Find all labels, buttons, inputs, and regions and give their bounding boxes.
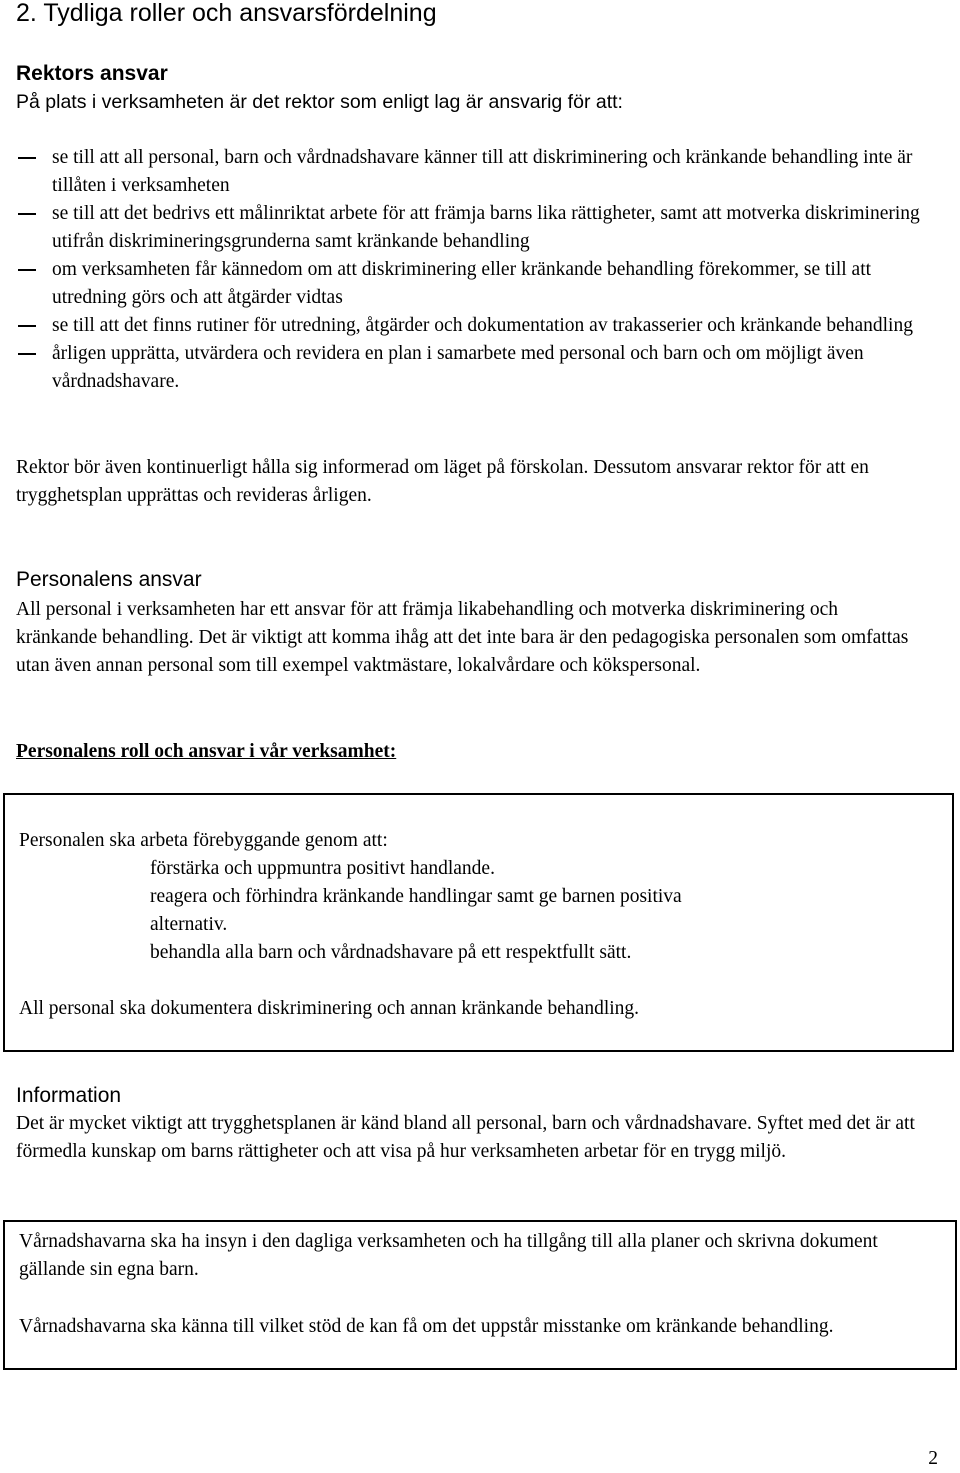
roll-heading: Personalens roll och ansvar i vår verksamhet: <box>16 741 397 762</box>
list-item-text: se till att all personal, barn och vårdnadshavare känner till att diskriminering och kränkande behandling inte är tillåten i verksamheten <box>52 147 913 196</box>
dash-bullet-icon <box>18 353 36 355</box>
personal-text: All personal i verksamheten har ett ansvar för att främja likabehandling och motverka diskriminering och kränkande behandling. Det är viktigt att komma ihåg att det inte bara är den pedagogiska personalen som omfattas utan även annan personal som till exempel vaktmästare, lokalvårdare och kökspersonal. <box>16 599 909 676</box>
guardian-paragraph-2: Vårnadshavarna ska känna till vilket stöd de kan få om det uppstår misstanke om kränkande behandling. <box>19 1316 834 1337</box>
information-heading: Information <box>16 1084 122 1107</box>
dash-bullet-icon <box>18 269 36 271</box>
list-item <box>16 200 946 256</box>
list-item-text: årligen upprätta, utvärdera och revidera en plan i samarbete med personal och barn och om möjligt även vårdnadshavare. <box>52 343 864 392</box>
list-item <box>16 256 946 312</box>
rektor-heading: Rektors ansvar <box>16 62 168 85</box>
list-item: behandla alla barn och vårdnadshavare på ett respektfullt sätt. <box>150 942 632 963</box>
list-item <box>16 144 946 200</box>
rektor-note: Rektor bör även kontinuerligt hålla sig informerad om läget på förskolan. Dessutom ansvarar rektor för att en trygghetsplan upprättas och revideras årligen. <box>16 457 869 506</box>
dash-bullet-icon <box>18 325 36 327</box>
list-item: reagera och förhindra kränkande handlingar samt ge barnen positiva alternativ. <box>150 886 682 935</box>
rektor-intro: På plats i verksamheten är det rektor som enligt lag är ansvarig för att: <box>16 91 623 113</box>
list-item-text: om verksamheten får kännedom om att diskriminering eller kränkande behandling förekommer, se till att utredning görs och att åtgärder vidtas <box>52 259 872 308</box>
roll-action-list <box>150 855 730 967</box>
personal-heading: Personalens ansvar <box>16 568 202 591</box>
list-item: förstärka och uppmuntra positivt handlande. <box>150 858 495 879</box>
guardian-box <box>3 1220 957 1370</box>
list-item-text: se till att det finns rutiner för utredning, åtgärder och dokumentation av trakasserier och kränkande behandling <box>52 315 913 336</box>
page-number: 2 <box>928 1448 938 1469</box>
section-title: 2. Tydliga roller och ansvarsfördelning <box>16 0 437 27</box>
dash-bullet-icon <box>18 157 36 159</box>
list-item <box>16 312 946 340</box>
rektor-responsibility-list <box>16 144 946 396</box>
dash-bullet-icon <box>18 213 36 215</box>
roll-intro: Personalen ska arbeta förebyggande genom att: <box>19 830 388 851</box>
list-item <box>16 340 946 396</box>
roll-closing: All personal ska dokumentera diskriminering och annan kränkande behandling. <box>19 998 640 1019</box>
roll-box <box>3 793 954 1052</box>
information-text: Det är mycket viktigt att trygghetsplanen är känd bland all personal, barn och vårdnadshavare. Syftet med det är att förmedla kunskap om barns rättigheter och att visa på hur verksamheten arbetar för en trygg miljö. <box>16 1113 915 1162</box>
guardian-paragraph-1: Vårnadshavarna ska ha insyn i den dagliga verksamheten och ha tillgång till alla planer och skrivna dokument gällande sin egna barn. <box>19 1231 878 1280</box>
list-item-text: se till att det bedrivs ett målinriktat arbete för att främja barns lika rättigheter, samt att motverka diskriminering utifrån diskrimineringsgrunderna samt kränkande behandling <box>52 203 920 252</box>
